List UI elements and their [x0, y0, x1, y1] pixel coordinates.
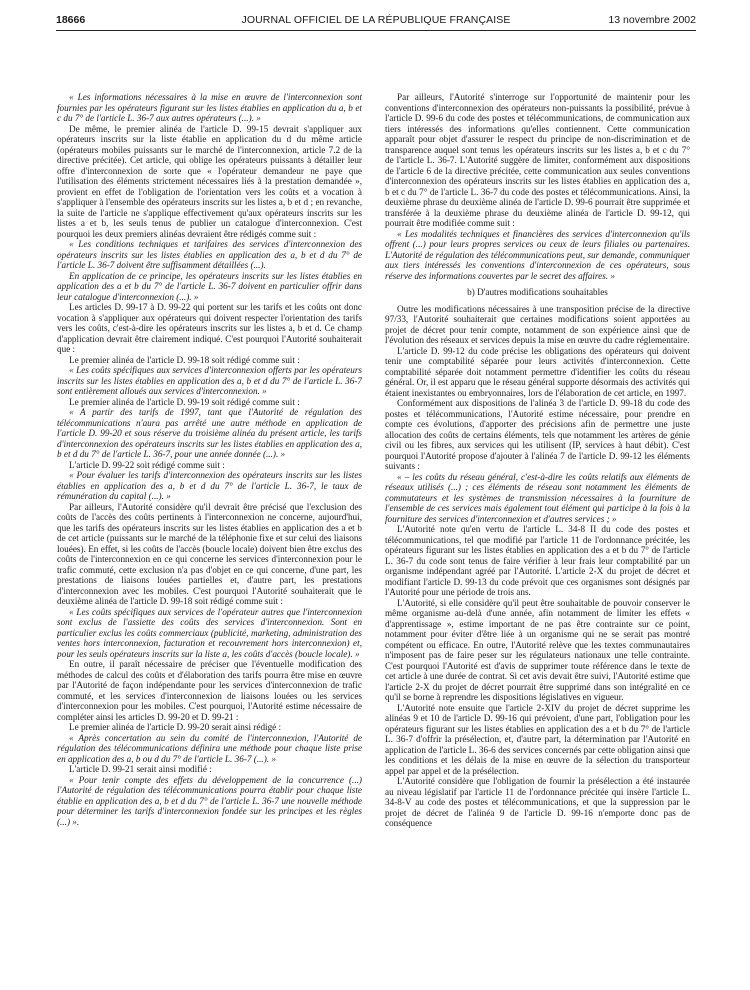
page-number: 18666 [56, 14, 86, 26]
publication-date: 13 novembre 2002 [608, 14, 696, 26]
paragraph: L'article D. 99-12 du code précise les obligations des opérateurs qui doivent tenir une comptabilité séparée pour leurs activités d'interconnexion. Cette comptabilité séparée doit notamment permettre d'identifier les coûts du réseau général. Or, il est apparu que le réseau général supporte désormais des activités qui étaient inexistantes ou embryonnaires, lors de l'élaboration de cet article, en 1997. [385, 345, 690, 398]
paragraph: Le premier alinéa de l'article D. 99-18 soit rédigé comme suit : [69, 354, 300, 365]
paragraph: En outre, il paraît nécessaire de préciser que l'éventuelle modification des méthodes de calcul des coûts et d'élaboration des tarifs pourra être mise en œuvre par l'Autorité de façon indépendante pour les services d'interconnexion de trafic commuté, et les services d'interconnexion de liaisons louées ou les services d'interconnexion pour les mobiles. C'est pourquoi, l'Autorité estime nécessaire de compléter ainsi les articles D. 99-20 et D. 99-21 : [57, 659, 362, 722]
quoted-paragraph: « Pour tenir compte des effets du développement de la concurrence (...) l'Autorité de régulation des télécommunications pourra établir pour chaque liste établie en application des a, b et d du 7° de l'article L. 36-7 une nouvelle méthode pour déterminer les tarifs d'interconnexion fondée sur les principes et les règles (...) ». [57, 774, 362, 827]
quoted-paragraph: « Les coûts spécifiques aux services d'interconnexion offerts par les opérateurs inscrits sur les listes établies en application des a, b et d du 7° de l'article L. 36-7 sont entièrement alloués aux services d'interconnexion. » [57, 365, 362, 396]
quoted-paragraph: « Pour évaluer les tarifs d'interconnexion des opérateurs inscrits sur les listes établies en application des a, b et d du 7° de l'article L. 36-7, le taux de rémunération du capital (...). » [57, 470, 362, 501]
paragraph: Les articles D. 99-17 à D. 99-22 qui portent sur les tarifs et les coûts ont donc vocation à s'appliquer aux opérateurs qui doivent respecter l'orientation des tarifs vers les coûts, c'est-à-dire les opérateurs inscrits sur les listes a, b et d. Ce champ d'application devrait être clairement indiqué. C'est pourquoi l'Autorité souhaiterait que : [57, 302, 362, 354]
paragraph: L'article D. 99-22 soit rédigé comme suit : [69, 459, 225, 470]
journal-title: JOURNAL OFFICIEL DE LA RÉPUBLIQUE FRANÇAISE [241, 14, 511, 26]
paragraph: L'Autorité, si elle considère qu'il peut être souhaitable de pouvoir conserver le même organisme au-delà d'une année, afin notamment de limiter les effets « d'apprentissage », estime important de ne pas être contrainte sur ce point, notamment pour éviter d'être liée à un organisme qui ne se serait pas montré compétent ou efficace. En outre, l'Autorité relève que les textes communautaires n'imposent pas de faire peser sur les régulateurs nationaux une telle contrainte. C'est pourquoi l'Autorité est d'avis de supprimer toute référence dans le texte de cet article à une durée de contrat. Si cet avis devait être suivi, l'Autorité estime que l'article 2-X du projet de décret pourrait être supprimé dans son intégralité en ce qu'il se borne à reprendre les dispositions législatives en vigueur. [385, 597, 690, 702]
quoted-paragraph: « – les coûts du réseau général, c'est-à-dire les coûts relatifs aux éléments de réseaux utilisés (...) ; ces éléments de réseau sont notamment les éléments de commutateurs et les systèmes de transmission nécessaires à la fourniture de l'ensemble de ces services mais également tout élément qui participe à la fois à la fourniture des services d'interconnexion et d'autres services ; » [385, 471, 690, 524]
quoted-paragraph: « Après concertation au sein du comité de l'interconnexion, l'Autorité de régulation des télécommunications définira une méthode pour chaque liste prise en application des a, b ou d du 7° de l'article L. 36-7 (...). » [57, 732, 362, 764]
paragraph: Par ailleurs, l'Autorité s'interroge sur l'opportunité de maintenir pour les conventions d'interconnexion des opérateurs non-puissants la possibilité, prévue à l'article D. 99-6 du code des postes et télécommunications, de communication aux tiers intéressés des informations qu'elles contiennent. Cette communication apparaît pour objet d'assurer le respect du principe de non-discrimination et de transparence auquel sont tenus les opérateurs inscrits sur les listes a, b et c du 7° de l'article L. 36-7. L'Autorité suggère de limiter, conformément aux dispositions de l'article 6 de la directive précitée, cette communication aux seules conventions d'interconnexion des opérateurs inscrits sur les listes établies en application des a, b et c du 7° de l'article L. 36-7 du code des postes et télécommunications. Ainsi, la deuxième phrase du deuxième alinéa de l'article D. 99-6 pourrait être supprimée et transférée à la deuxième phrase du deuxième alinéa de l'article D. 99-12, qui pourrait être modifiée comme suit : [385, 92, 690, 228]
quoted-paragraph: En application de ce principe, les opérateurs inscrits sur les listes établies en application des a et b du 7° de l'article L. 36-7 doivent en particulier offrir dans leur catalogue d'interconnexion (...). » [57, 270, 362, 302]
quoted-paragraph: « Les conditions techniques et tarifaires des services d'interconnexion des opérateurs inscrits sur les listes établies en application des a, b et d du 7° de l'article L. 36-7 doivent être suffisamment détaillées (...). [57, 239, 362, 270]
quoted-paragraph: « A partir des tarifs de 1997, tant que l'Autorité de régulation des télécommunications n'aura pas arrêté une autre méthode en application de l'article D. 99-20 et sous réserve du troisième alinéa du présent article, les tarifs d'interconnexion des opérateurs inscrits sur les listes établies en application des a, b et d du 7° de l'article L. 36-7, pour une année donnée (...). » [57, 407, 362, 459]
paragraph: L'article D. 99-21 serait ainsi modifié : [69, 764, 212, 774]
paragraph: Conformément aux dispositions de l'alinéa 3 de l'article D. 99-18 du code des postes et télécommunications, l'Autorité estime nécessaire, pour prendre en compte ces évolutions, d'apporter des précisions afin de permettre une juste allocation des coûts de certains éléments, tels que notamment les artères de génie civil ou les fibres, aux services qui les utilisent (IP, services à haut débit). C'est pourquoi l'Autorité propose d'ajouter à l'alinéa 7 de l'article D. 99-12 les éléments suivants : [385, 398, 690, 471]
paragraph: L'Autorité note qu'en vertu de l'article L. 34-8 II du code des postes et télécommunications, tel que modifié par l'article 11 de l'ordonnance précitée, les opérateurs figurant sur les listes établies en application des a et b du 7° de l'article L. 36-7 du code sont tenus de faire vérifier à leur frais leur comptabilité par un organisme indépendant agréé par l'Autorité. L'article 2-X du projet de décret et modifiant l'article D. 99-13 du code prévoit que ces organismes sont désignés par l'Autorité pour une période de trois ans. [385, 524, 690, 597]
left-column [57, 92, 362, 972]
section-heading: b) D'autres modifications souhaitables [467, 287, 608, 297]
quoted-paragraph: « Les coûts spécifiques aux services de l'opérateur autres que l'interconnexion sont exclus de l'assiette des coûts des services d'interconnexion. Sont en particulier exclus les coûts commerciaux (publicité, marketing, administration des ventes hors interconnexion, facturation et recouvrement hors interconnexion) et, pour les seuls opérateurs inscrits sur la liste a, les coûts d'accès (boucle locale). » [57, 606, 362, 659]
paragraph: Outre les modifications nécessaires à une transposition précise de la directive 97/33, l'Autorité souhaiterait que certaines modifications soient apportées au projet de décret pour tenir compte, notamment de son expérience ainsi que de l'évolution des réseaux et services depuis la mise en œuvre du cadre réglementaire. [385, 303, 690, 345]
paragraph: Le premier alinéa de l'article D. 99-20 serait ainsi rédigé : [69, 722, 282, 732]
paragraph: L'Autorité considère que l'obligation de fournir la présélection a été instaurée au niveau législatif par l'article 11 de l'ordonnance précitée qui insère l'article L. 34-8-V au code des postes et télécommunications, et que la suppression par le projet de décret de l'alinéa 9 de l'article D. 99-16 n'emporte donc pas de conséquence [385, 776, 690, 828]
paragraph: L'Autorité note ensuite que l'article 2-XIV du projet de décret supprime les alinéas 9 et 10 de l'article D. 99-16 qui prévoient, d'une part, l'obligation pour les opérateurs figurant sur les listes établies en application des a et b du 7° de l'article L. 36-7 d'offrir la présélection, et, d'autre part, la détermination par l'Autorité en application de l'article L. 36-6 des services concernés par cette obligation ainsi que les conditions et les délais de la mise en œuvre de la sélection du transporteur appel par appel et de la présélection. [385, 702, 690, 776]
quoted-paragraph: « Les modalités techniques et financières des services d'interconnexion qu'ils offrent (...) pour leurs propres services ou ceux de leurs filiales ou partenaires. L'Autorité de régulation des télécommunications peut, sur demande, communiquer aux tiers intéressés les conventions d'interconnexion de ces opérateurs, sous réserve des informations couvertes par le secret des affaires. » [385, 228, 690, 281]
right-column [385, 92, 690, 972]
paragraph: Par ailleurs, l'Autorité considère qu'il devrait être précisé que l'exclusion des coûts de l'accès des coûts pertinents à l'interconnexion ne concerne, aujourd'hui, que les tarifs des opérateurs inscrits sur les listes établies en application des a et b de cet article (puissants sur le marché de la téléphonie fixe et sur celui des liaisons louées). En effet, si les coûts de l'accès (boucle locale) doivent bien être exclus des coûts de l'interconnexion en ce qui concerne les services d'interconnexion pour le trafic commuté, cette exclusion n'a pas d'objet en ce qui concerne, d'une part, les prestations de liaisons louées partielles et, d'autre part, les prestations d'interconnexion avec les mobiles. C'est pourquoi l'Autorité souhaiterait que le deuxième alinéa de l'article D. 99-18 soit rédigé comme suit : [57, 501, 362, 606]
page-header [56, 14, 696, 31]
paragraph: De même, le premier alinéa de l'article D. 99-15 devrait s'appliquer aux opérateurs inscrits sur la liste établie en application du d du même article (opérateurs mobiles puissants sur le marché de l'interconnexion, article 7.2 de la directive précitée). Cet article, qui oblige les opérateurs puissants à détailler leur offre d'interconnexion de sorte que « l'opérateur demandeur ne paye que l'utilisation des éléments strictement nécessaires liés à la prestation demandée », provient en effet de l'obligation de l'orientation vers les coûts et a vocation à s'appliquer à l'ensemble des opérateurs inscrits sur les listes a, b et d ; en revanche, la suite de l'article ne s'applique effectivement qu'aux opérateurs inscrits sur les listes a et b, les seuls tenus de publier un catalogue d'interconnexion. C'est pourquoi les deux premiers alinéas devraient être rédigés comme suit : [57, 123, 362, 239]
quoted-paragraph: « Les informations nécessaires à la mise en œuvre de l'interconnexion sont fournies par les opérateurs figurant sur les listes établies en application du a, b et c du 7° de l'article L. 36-7 aux autres opérateurs (...). » [57, 92, 362, 123]
paragraph: Le premier alinéa de l'article D. 99-19 soit rédigé comme suit : [69, 396, 300, 407]
